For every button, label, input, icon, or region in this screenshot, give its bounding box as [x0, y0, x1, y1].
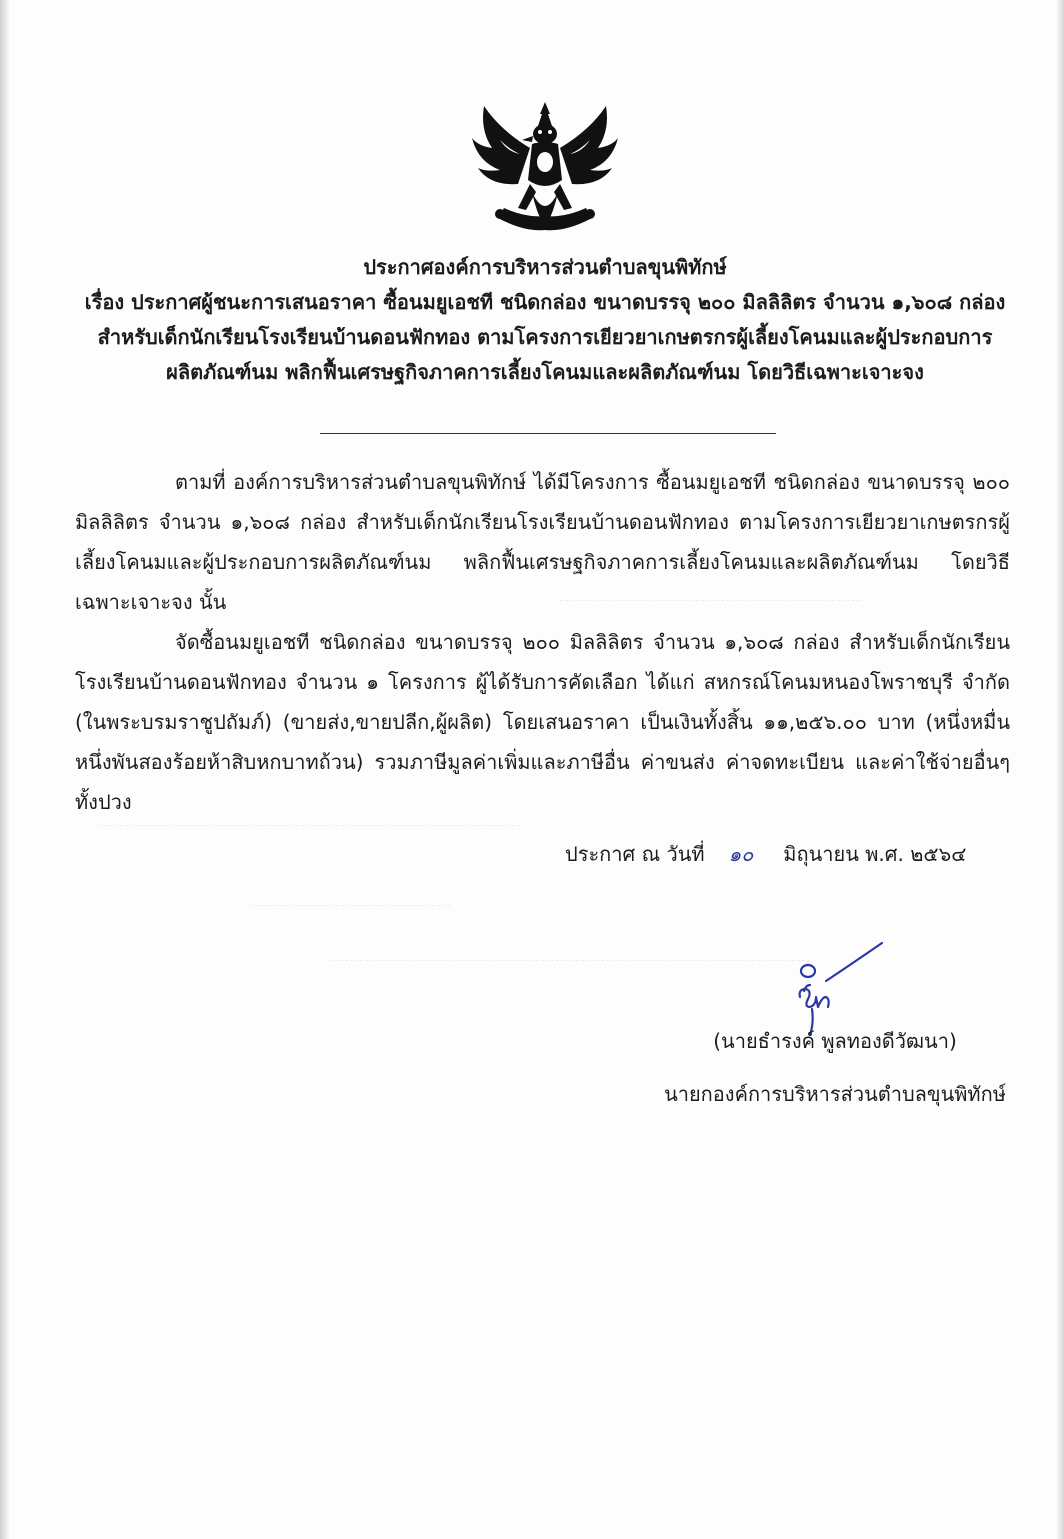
- date-day-handwritten: ๑๐: [728, 842, 754, 866]
- organization-title: ประกาศองค์การบริหารส่วนตำบลขุนพิทักษ์: [363, 255, 727, 279]
- signer-position: นายกองค์การบริหารส่วนตำบลขุนพิทักษ์: [664, 1082, 1006, 1106]
- announcement-title-block: [60, 250, 1030, 390]
- announcement-date: [565, 836, 1025, 872]
- subject-line-3: ผลิตภัณฑ์นม พลิกฟื้นเศรษฐกิจภาคการเลี้ยงโคนมและผลิตภัณฑ์นม โดยวิธีเฉพาะเจาะจง: [166, 360, 924, 384]
- body-paragraph-1: ตามที่ องค์การบริหารส่วนตำบลขุนพิทักษ์ ได้มีโครงการ ซื้อนมยูเอชที ชนิดกล่อง ขนาดบรรจุ ๒๐๐ มิลลิลิตร จำนวน ๑,๖๐๘ กล่อง สำหรับเด็กนักเรียนโรงเรียนบ้านดอนฟักทอง ตามโครงการเยียวยาเกษตรกรผู้เลี้ยงโคนมและผู้ประกอบการผลิตภัณฑ์นม พลิกฟื้นเศรษฐกิจภาคการเลี้ยงโคนมและผลิตภัณฑ์นม โดยวิธีเฉพาะเจาะจง นั้น: [75, 470, 1010, 614]
- signer-name: (นายธำรงค์ พูลทองดีวัฒนา): [713, 1029, 957, 1053]
- page-shadow-left: [0, 0, 10, 1539]
- date-month-year: มิถุนายน พ.ศ. ๒๕๖๔: [783, 842, 967, 866]
- bleed-through-mark: [330, 960, 810, 961]
- announcement-body: [75, 462, 1010, 822]
- garuda-emblem-icon: [470, 100, 620, 240]
- subject-line-2: สำหรับเด็กนักเรียนโรงเรียนบ้านดอนฟักทอง ตามโครงการเยียวยาเกษตรกรผู้เลี้ยงโคนมและผู้ประกอบการ: [97, 325, 993, 349]
- date-prefix: ประกาศ ณ วันที่: [565, 842, 705, 866]
- bleed-through-mark: [100, 825, 520, 826]
- page-shadow-right: [1056, 0, 1064, 1539]
- title-divider: [320, 433, 776, 434]
- body-paragraph-2: จัดซื้อนมยูเอชที ชนิดกล่อง ขนาดบรรจุ ๒๐๐ มิลลิลิตร จำนวน ๑,๖๐๘ กล่อง สำหรับเด็กนักเรียนโรงเรียนบ้านดอนฟักทอง จำนวน ๑ โครงการ ผู้ได้รับการคัดเลือก ได้แก่ สหกรณ์โคนมหนองโพราชบุรี จำกัด (ในพระบรมราชูปถัมภ์) (ขายส่ง,ขายปลีก,ผู้ผลิต) โดยเสนอราคา เป็นเงินทั้งสิ้น ๑๑,๒๕๖.๐๐ บาท (หนึ่งหมื่นหนึ่งพันสองร้อยห้าสิบหกบาทถ้วน) รวมภาษีมูลค่าเพิ่มและภาษีอื่น ค่าขนส่ง ค่าจดทะเบียน และค่าใช้จ่ายอื่นๆ ทั้งปวง: [75, 630, 1010, 814]
- subject-line-1: เรื่อง ประกาศผู้ชนะการเสนอราคา ซื้อนมยูเอชที ชนิดกล่อง ขนาดบรรจุ ๒๐๐ มิลลิลิตร จำนวน ๑,๖๐๘ กล่อง: [84, 290, 1006, 314]
- bleed-through-mark: [250, 905, 450, 906]
